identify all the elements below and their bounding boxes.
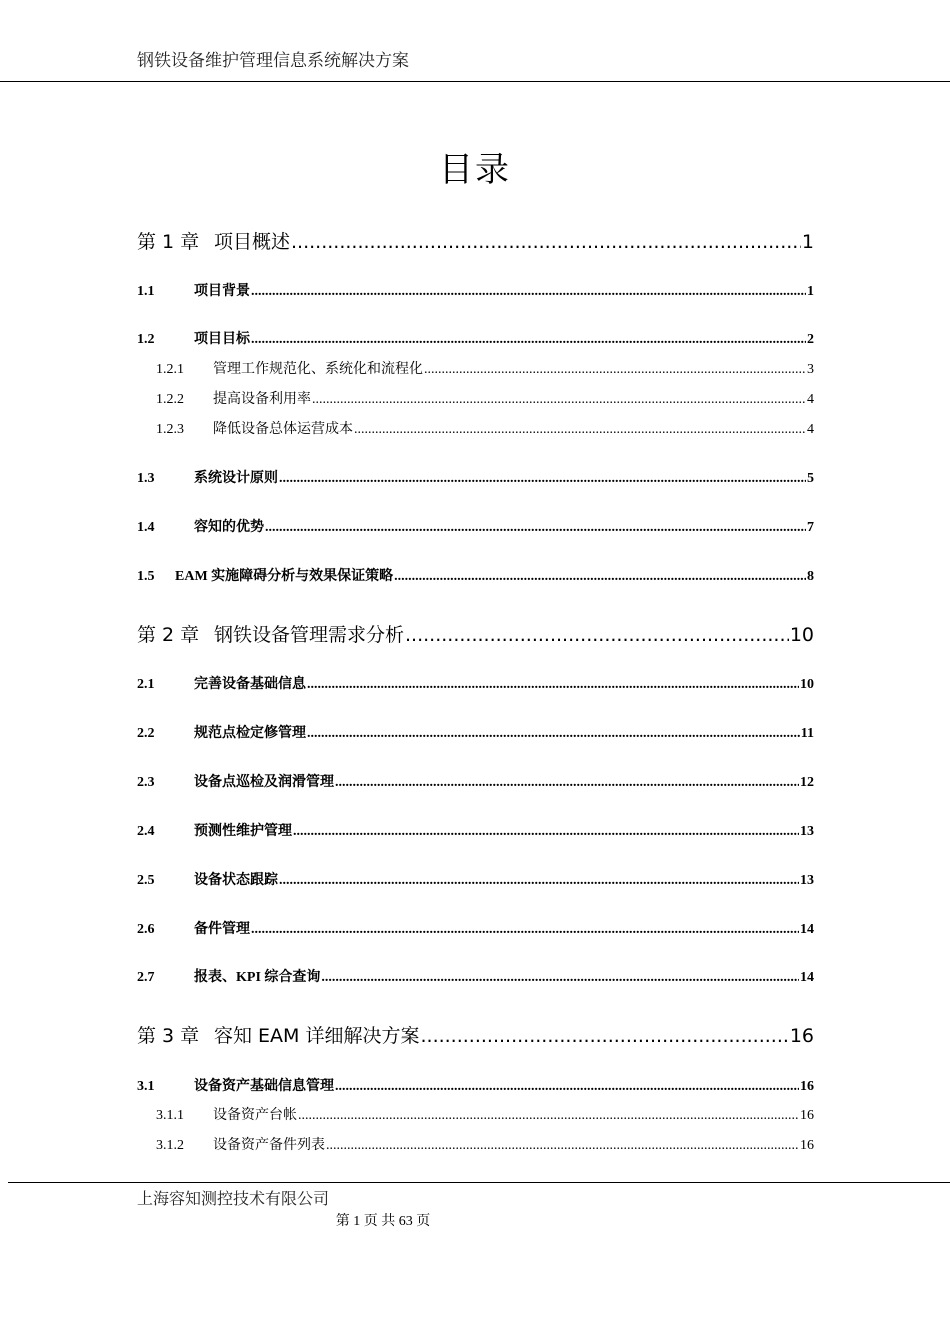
toc-entry-page: 14 bbox=[800, 922, 814, 937]
toc-entry-number: 2.5 bbox=[137, 873, 155, 888]
toc-entry-page: 16 bbox=[800, 1108, 814, 1123]
toc-dot-leader bbox=[265, 520, 806, 536]
toc-entry[interactable] bbox=[137, 227, 814, 254]
toc-dot-leader bbox=[279, 873, 799, 889]
toc-entry[interactable] bbox=[137, 516, 814, 536]
toc-entry-title: 降低设备总体运营成本 bbox=[213, 422, 353, 437]
toc-entry-page: 1 bbox=[807, 284, 814, 299]
toc-entry-number: 1.2.2 bbox=[156, 392, 184, 407]
toc-entry[interactable] bbox=[137, 1075, 814, 1095]
toc-entry-title: 设备状态跟踪 bbox=[194, 873, 278, 888]
toc-dot-leader bbox=[251, 284, 806, 300]
toc-entry-title: 设备资产备件列表 bbox=[213, 1138, 325, 1153]
toc-entry-number: 2.7 bbox=[137, 970, 155, 985]
toc-dot-leader bbox=[307, 726, 800, 742]
toc-entry-title: 项目背景 bbox=[194, 284, 250, 299]
toc-entry-title: 容知 EAM 详细解决方案 bbox=[214, 1025, 420, 1047]
toc-dot-leader bbox=[394, 569, 806, 585]
toc-dot-leader bbox=[312, 392, 806, 408]
toc-entry-page: 10 bbox=[800, 677, 814, 692]
toc-dot-leader bbox=[298, 1108, 799, 1124]
toc-entry-title: 备件管理 bbox=[194, 922, 250, 937]
toc-entry-title: 管理工作规范化、系统化和流程化 bbox=[213, 362, 423, 377]
toc-entry-title: 设备点巡检及润滑管理 bbox=[194, 775, 334, 790]
toc-entry-page: 14 bbox=[800, 970, 814, 985]
toc-entry-page: 8 bbox=[807, 569, 814, 584]
toc-entry-title: 项目目标 bbox=[194, 332, 250, 347]
toc-dot-leader bbox=[335, 1079, 799, 1095]
toc-entry-page: 4 bbox=[807, 392, 814, 407]
toc-dot-leader bbox=[354, 422, 806, 438]
header-rule bbox=[0, 81, 950, 82]
toc-entry-number: 1.4 bbox=[137, 520, 155, 535]
toc-entry-page: 11 bbox=[800, 726, 814, 741]
footer-rule bbox=[8, 1182, 950, 1183]
toc-entry[interactable] bbox=[137, 673, 814, 693]
toc-entry-title: 完善设备基础信息 bbox=[194, 677, 306, 692]
toc-dot-leader bbox=[420, 1025, 788, 1047]
toc-entry[interactable] bbox=[137, 1021, 814, 1048]
toc-entry-page: 16 bbox=[800, 1138, 814, 1153]
toc-entry[interactable] bbox=[156, 1104, 814, 1124]
toc-entry-number: 1.5 bbox=[137, 569, 155, 584]
toc-entry-title: 设备资产台帐 bbox=[213, 1108, 297, 1123]
toc-entry[interactable] bbox=[137, 722, 814, 742]
toc-entry-number: 第 3 章 bbox=[137, 1025, 200, 1047]
toc-entry-page: 16 bbox=[789, 1025, 814, 1047]
toc-entry-page: 10 bbox=[789, 624, 814, 646]
toc-entry[interactable] bbox=[137, 966, 814, 986]
footer-company: 上海容知测控技术有限公司 bbox=[137, 1191, 330, 1208]
toc-entry[interactable] bbox=[137, 328, 814, 348]
toc-dot-leader bbox=[405, 624, 789, 646]
toc-entry-page: 1 bbox=[801, 231, 814, 253]
toc-entry-number: 第 1 章 bbox=[137, 231, 200, 253]
toc-entry-page: 5 bbox=[807, 471, 814, 486]
toc-entry-number: 1.2 bbox=[137, 332, 155, 347]
toc-entry-title: 预测性维护管理 bbox=[194, 824, 292, 839]
toc-entry-number: 3.1.2 bbox=[156, 1138, 184, 1153]
toc-dot-leader bbox=[251, 332, 806, 348]
toc-entry-page: 13 bbox=[800, 824, 814, 839]
toc-entry-number: 2.1 bbox=[137, 677, 155, 692]
toc-entry-number: 1.2.3 bbox=[156, 422, 184, 437]
toc-entry-page: 4 bbox=[807, 422, 814, 437]
header-title: 钢铁设备维护管理信息系统解决方案 bbox=[137, 51, 409, 71]
toc-entry-title: 提高设备利用率 bbox=[213, 392, 311, 407]
toc-entry-title: 系统设计原则 bbox=[194, 471, 278, 486]
toc-entry[interactable] bbox=[156, 388, 814, 408]
toc-dot-leader bbox=[293, 824, 799, 840]
toc-entry-page: 7 bbox=[807, 520, 814, 535]
toc-entry-number: 2.2 bbox=[137, 726, 155, 741]
toc-entry-number: 1.1 bbox=[137, 284, 155, 299]
toc-entry-page: 12 bbox=[800, 775, 814, 790]
toc-entry[interactable] bbox=[137, 620, 814, 647]
toc-entry[interactable] bbox=[156, 1134, 814, 1154]
toc-entry-number: 第 2 章 bbox=[137, 624, 200, 646]
toc-entry-page: 13 bbox=[800, 873, 814, 888]
toc-dot-leader bbox=[335, 775, 799, 791]
toc-entry-title: 规范点检定修管理 bbox=[194, 726, 306, 741]
toc-entry-title: EAM 实施障碍分析与效果保证策略 bbox=[175, 569, 394, 584]
toc-dot-leader bbox=[291, 231, 801, 253]
toc-dot-leader bbox=[321, 970, 799, 986]
toc-entry[interactable] bbox=[156, 418, 814, 438]
toc-entry-title: 容知的优势 bbox=[194, 520, 264, 535]
toc-entry-number: 1.2.1 bbox=[156, 362, 184, 377]
toc-entry-page: 2 bbox=[807, 332, 814, 347]
toc-entry-title: 钢铁设备管理需求分析 bbox=[214, 624, 405, 646]
toc-dot-leader bbox=[279, 471, 806, 487]
toc-dot-leader bbox=[326, 1138, 799, 1154]
toc-entry[interactable] bbox=[137, 280, 814, 300]
toc-entry[interactable] bbox=[137, 565, 814, 585]
footer-page-info: 第 1 页 共 63 页 bbox=[335, 1214, 431, 1229]
toc-entry-number: 3.1 bbox=[137, 1079, 155, 1094]
toc-dot-leader bbox=[251, 922, 799, 938]
toc-entry-number: 3.1.1 bbox=[156, 1108, 184, 1123]
toc-entry-title: 设备资产基础信息管理 bbox=[194, 1079, 334, 1094]
toc-dot-leader bbox=[307, 677, 799, 693]
toc-entry-number: 1.3 bbox=[137, 471, 155, 486]
toc-entry[interactable] bbox=[137, 467, 814, 487]
toc-entry[interactable] bbox=[137, 869, 814, 889]
toc-entry-page: 3 bbox=[807, 362, 814, 377]
toc-entry[interactable] bbox=[156, 358, 814, 378]
toc-entry[interactable] bbox=[137, 771, 814, 791]
toc-entry[interactable] bbox=[137, 820, 814, 840]
toc-entry[interactable] bbox=[137, 918, 814, 938]
toc-title: 目录 bbox=[439, 150, 511, 190]
toc-entry-number: 2.4 bbox=[137, 824, 155, 839]
toc-entry-title: 项目概述 bbox=[214, 231, 291, 253]
toc-dot-leader bbox=[424, 362, 806, 378]
toc-entry-number: 2.6 bbox=[137, 922, 155, 937]
toc-entry-page: 16 bbox=[800, 1079, 814, 1094]
toc-entry-title: 报表、KPI 综合查询 bbox=[194, 970, 321, 985]
toc-entry-number: 2.3 bbox=[137, 775, 155, 790]
